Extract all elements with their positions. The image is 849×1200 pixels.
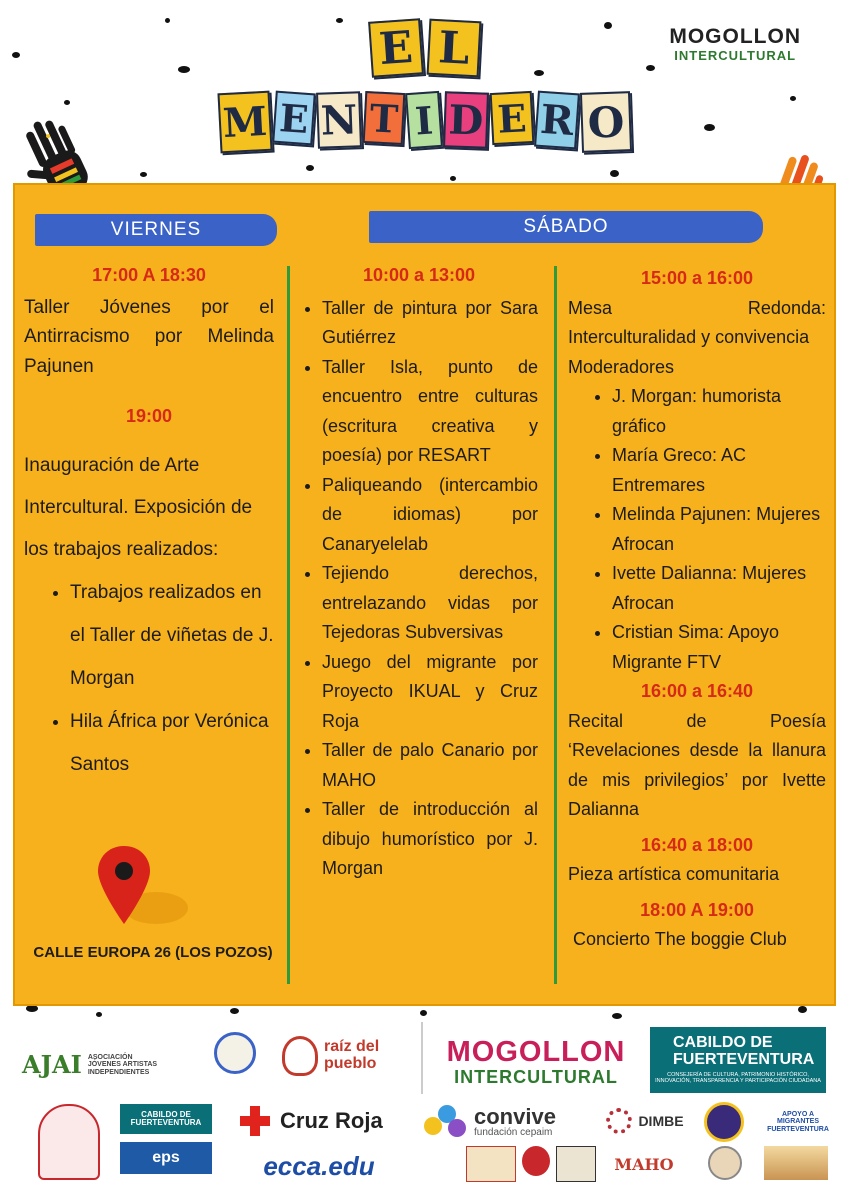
title-letter: E: [489, 91, 534, 145]
event-description: Recital de Poesía ‘Revelaciones desde la llanura de mis privilegios’ por Ivette Dalianna: [568, 710, 826, 819]
saturday-morning-column: [300, 261, 538, 884]
title-letter: E: [368, 18, 424, 77]
title-letter: T: [362, 91, 405, 145]
raiz-icon: [282, 1036, 318, 1076]
event-time: 15:00 a 16:00: [640, 268, 754, 288]
address: CALLE EUROPA 26 (LOS POZOS): [33, 944, 273, 961]
event-description: Pieza artística comunitaria: [568, 864, 780, 884]
raiz-name: raíz del pueblo: [324, 1038, 380, 1072]
event-time: 18:00 A 19:00: [640, 899, 754, 920]
landscape-logo: [764, 1146, 828, 1180]
event-description: Inauguración de Arte Intercultural. Exposición de los trabajos realizados:: [24, 454, 253, 560]
tab-viernes: VIERNES: [35, 214, 277, 246]
raiz-del-pueblo-logo: [278, 1032, 398, 1080]
la-jaira-logo: [556, 1146, 596, 1182]
title-letter: R: [534, 91, 580, 150]
title-letter: O: [579, 91, 631, 153]
list-item: • Tejiendo derechos, entrelazando vidas por Tejedoras Subversivas: [322, 559, 538, 648]
list-item: • Cristian Sima: Apoyo Migrante FTV: [612, 618, 826, 677]
brand-subtitle: INTERCULTURAL: [674, 48, 797, 63]
list-item: • Melinda Pajunen: Mujeres Afrocan: [612, 500, 826, 559]
list-item: • Taller Isla, punto de encuentro entre culturas (escritura creativa y poesía) por RESART: [322, 353, 538, 471]
cabildo-name: CABILDO DE FUERTEVENTURA: [673, 1034, 815, 1069]
event-time: 10:00 a 13:00: [362, 265, 476, 285]
sponsor-divider: [421, 1022, 423, 1094]
cabildo-subtitle: CONSEJERÍA DE CULTURA, PATRIMONIO HISTÓRICO, INNOVACIÓN, TRANSPARENCIA Y PARTICIPACIÓN CIUDADANA: [655, 1072, 821, 1084]
list-item: • Ivette Dalianna: Mujeres Afrocan: [612, 559, 826, 618]
convive-dots-icon: [424, 1103, 468, 1141]
maho-logo: MAHO: [614, 1154, 674, 1174]
friday-column: [24, 261, 274, 786]
title-line-2: [0, 92, 849, 152]
moderators-list: [568, 382, 826, 677]
column-divider: [554, 266, 557, 984]
list-item: • Paliqueando (intercambio de idiomas) por Canaryelelab: [322, 471, 538, 560]
tab-sabado: SÁBADO: [369, 211, 763, 243]
ajai-name: AJAI: [22, 1050, 82, 1080]
list-item: • J. Morgan: humorista gráfico: [612, 382, 826, 441]
cabildo-small-logo: CABILDO DE FUERTEVENTURA: [120, 1104, 212, 1134]
title-letter: M: [217, 91, 272, 154]
dimbe-logo: [598, 1104, 692, 1138]
ajai-logo: [22, 1044, 162, 1086]
list-item: • Taller de pintura por Sara Gutiérrez: [322, 294, 538, 353]
list-item: • María Greco: AC Entremares: [612, 441, 826, 500]
cruz-roja-name: Cruz Roja: [280, 1108, 383, 1134]
list-item: • Taller de introducción al dibujo humorístico por J. Morgan: [322, 795, 538, 884]
purple-emblem-logo: [704, 1102, 744, 1142]
cruz-roja-logo: [240, 1104, 400, 1138]
ajai-subtitle: ASOCIACIÓN JÓVENES ARTISTAS INDEPENDIENTES: [87, 1053, 158, 1076]
round-emblem-logo: [708, 1146, 742, 1180]
list-item: • Trabajos realizados en el Taller de viñetas de J. Morgan: [70, 571, 274, 700]
title-letter: I: [405, 91, 443, 149]
moderators-heading: Moderadores: [568, 356, 675, 377]
circle-emblem-logo: [214, 1032, 256, 1074]
dimbe-icon: [606, 1108, 632, 1134]
event-description: Taller Jóvenes por el Antirracismo por Melinda Pajunen: [24, 296, 274, 377]
event-time: 19:00: [125, 406, 173, 426]
exhibit-list: [24, 571, 274, 786]
list-item: • Juego del migrante por Proyecto IKUAL y Cruz Roja: [322, 648, 538, 737]
title-letter: D: [443, 91, 489, 149]
makamaka-logo: [466, 1146, 516, 1182]
event-time: 16:00 a 16:40: [640, 681, 754, 701]
convive-name: convive: [474, 1104, 556, 1130]
mogollon-logo: [436, 1034, 636, 1090]
dimbe-name: DIMBE: [638, 1112, 684, 1129]
cabildo-logo: [650, 1027, 826, 1093]
bull-icon: [522, 1146, 550, 1176]
puerto-del-rosario-logo: [38, 1104, 100, 1180]
event-time: 17:00 A 18:30: [92, 265, 206, 285]
event-description: Mesa Redonda: Interculturalidad y convivencia: [568, 297, 826, 347]
eps-logo: eps: [120, 1142, 212, 1174]
location-pin-icon: [96, 846, 188, 930]
convive-subtitle: fundación cepaim: [474, 1127, 553, 1139]
red-cross-icon: [240, 1106, 270, 1136]
convive-logo: [424, 1100, 574, 1144]
saturday-afternoon-column: [568, 264, 826, 955]
event-time: 16:40 a 18:00: [640, 834, 754, 855]
ecca-logo: ecca.edu: [263, 1151, 375, 1182]
convive-text: [474, 1105, 556, 1139]
list-item: • Taller de palo Canario por MAHO: [322, 736, 538, 795]
brand-name: MOGOLLON: [669, 25, 801, 48]
column-divider: [287, 266, 290, 984]
event-description: Concierto The boggie Club: [573, 929, 787, 949]
title-letter: N: [316, 91, 362, 149]
mogollon-subtitle: INTERCULTURAL: [454, 1066, 618, 1087]
title-letter: E: [272, 91, 316, 146]
brand-logo: [669, 26, 801, 62]
list-item: • Hila África por Verónica Santos: [70, 700, 274, 786]
workshop-list: [300, 294, 538, 884]
apoyo-migrantes-logo: APOYO A MIGRANTES FUERTEVENTURA: [767, 1110, 829, 1133]
title-letter: L: [426, 19, 481, 78]
mogollon-name: MOGOLLON: [446, 1036, 626, 1069]
